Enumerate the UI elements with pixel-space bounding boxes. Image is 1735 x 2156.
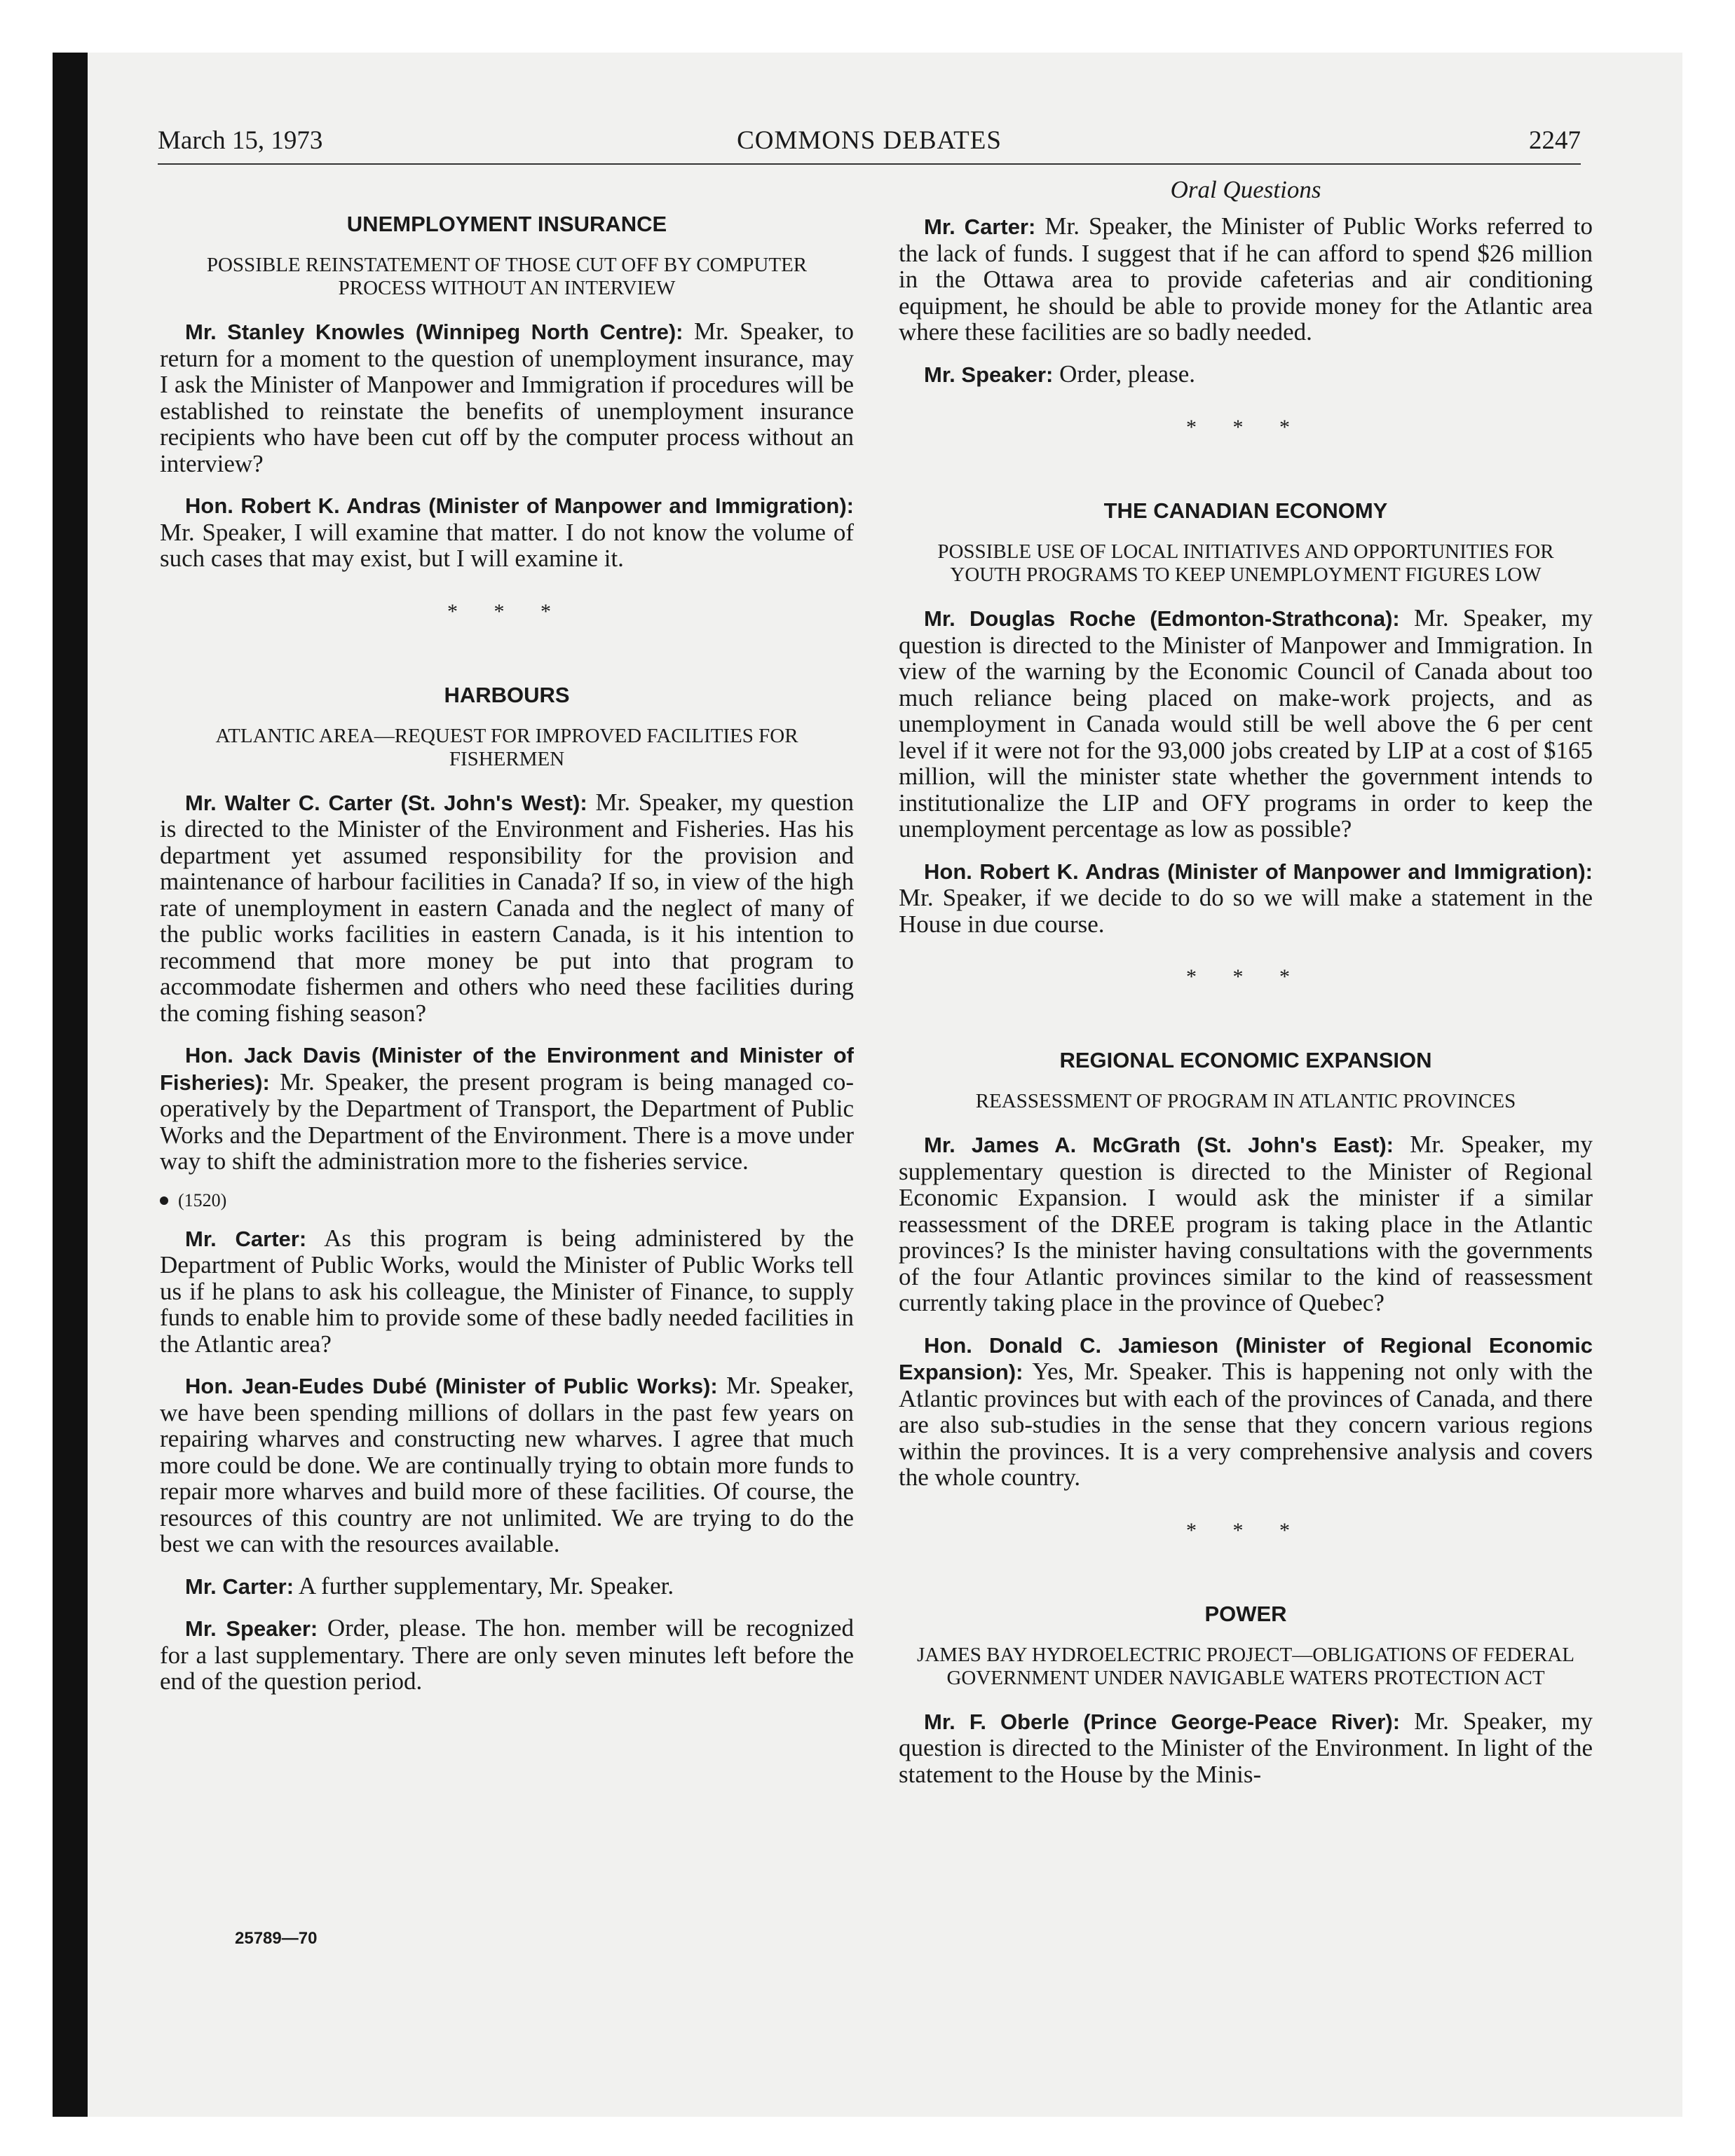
speaker-name: Mr. Stanley Knowles (Winnipeg North Centre): — [185, 320, 683, 344]
header-date: March 15, 1973 — [158, 126, 323, 155]
speech-text: As this program is being administered by the Department of Public Works, would the Minister of Public Works tell us if he plans to ask his colleague, the Minister of Finance, to supply funds to enable him to provide some of these badly needed facilities in the Atlantic area? — [160, 1224, 854, 1358]
speech-text: A further supplementary, Mr. Speaker. — [294, 1571, 674, 1599]
speaker-name: Mr. Speaker: — [185, 1616, 318, 1641]
speech-paragraph — [899, 1131, 1593, 1316]
speaker-name: Mr. Carter: — [185, 1226, 307, 1251]
speech-text: Mr. Speaker, I will examine that matter. I do not know the volume of such cases that may exist, but I will examine it. — [160, 518, 854, 572]
running-header — [158, 123, 1581, 165]
section-subheading: POSSIBLE REINSTATEMENT OF THOSE CUT OFF BY COMPUTER PROCESS WITHOUT AN INTERVIEW — [206, 254, 808, 299]
speech-paragraph — [160, 1573, 854, 1600]
section-heading: UNEMPLOYMENT INSURANCE — [346, 212, 667, 236]
speaker-name: Mr. F. Oberle (Prince George-Peace River): — [924, 1709, 1401, 1734]
column-heading: Oral Questions — [1170, 176, 1321, 203]
speaker-name: Mr. Walter C. Carter (St. John's West): — [185, 790, 587, 815]
section-subheading: POSSIBLE USE OF LOCAL INITIATIVES AND OPPORTUNITIES FOR YOUTH PROGRAMS TO KEEP UNEMPLOYMENT FIGURES LOW — [937, 540, 1554, 586]
header-page-number: 2247 — [1529, 126, 1581, 155]
speaker-name: Hon. Robert K. Andras (Minister of Manpower and Immigration): — [185, 493, 854, 518]
bullet-icon — [160, 1196, 168, 1205]
scan-edge-bar — [53, 53, 88, 2117]
section-separator: * * * — [447, 599, 566, 623]
speaker-name: Mr. Speaker: — [924, 362, 1054, 387]
speech-text: Mr. Speaker, my question is directed to the Minister of the Environment and Fisheries. Has his department yet assumed responsibility for the provision and maintenance of harbour facilities in Canada? If so, in view of the high rate of unemployment in eastern Canada and the neglect of many of the public works facilities in eastern Canada, is it his intention to recommend that more money be put into that program to accommodate fishermen and others who need these facilities during the coming fishing season? — [160, 788, 855, 1027]
section-subheading: JAMES BAY HYDROELECTRIC PROJECT—OBLIGATIONS OF FEDERAL GOVERNMENT UNDER NAVIGABLE WATERS PROTECTION ACT — [916, 1643, 1574, 1689]
speech-paragraph — [160, 492, 854, 572]
section-heading: POWER — [1204, 1601, 1287, 1626]
printer-code: 25789—70 — [235, 1929, 318, 1948]
speech-paragraph — [160, 789, 854, 1027]
speaker-name: Mr. Douglas Roche (Edmonton-Strathcona): — [924, 606, 1400, 631]
header-title: COMMONS DEBATES — [737, 126, 1002, 155]
speech-paragraph — [899, 858, 1593, 938]
speech-text: Mr. Speaker, my supplementary question is directed to the Minister of Regional Economic Expansion. I would ask the minister if a similar reassessment of the DREE program is taking place in the Atlantic provinces? Is the minister having consultations with the governments of the four Atlantic provinces similar to the kind of reassessment currently taking place in the province of Quebec? — [899, 1131, 1593, 1316]
time-marker — [160, 1190, 854, 1211]
speech-paragraph — [899, 213, 1593, 346]
speech-paragraph — [899, 1708, 1593, 1788]
speech-paragraph — [899, 605, 1593, 842]
speaker-name: Hon. Donald C. Jamieson (Minister of Regional Economic Expansion): — [899, 1332, 1593, 1384]
speaker-name: Mr. James A. McGrath (St. John's East): — [924, 1133, 1394, 1157]
speech-text: Mr. Speaker, my question is directed to the Minister of the Environment. In light of the statement to the House by the Minis- — [899, 1707, 1593, 1788]
speech-paragraph — [160, 318, 854, 477]
speaker-name: Hon. Jack Davis (Minister of the Environment and Minister of Fisheries): — [160, 1043, 854, 1095]
right-column — [899, 175, 1593, 1803]
speech-paragraph — [899, 361, 1593, 388]
left-column — [160, 175, 854, 1710]
speech-text: Yes, Mr. Speaker. This is happening not only with the Atlantic provinces but with each of the provinces of Canada, and there are also sub-studies in the sense that they concern various regions within the provinces. It is a very comprehensive analysis and covers the whole country. — [899, 1358, 1593, 1491]
speaker-name: Hon. Jean-Eudes Dubé (Minister of Public Works): — [185, 1374, 718, 1398]
speech-text: Mr. Speaker, the present program is being managed co-operatively by the Department of Transport, the Department of Public Works and the Department of the Environment. There is a move under way to shift the administration more to the fisheries service. — [160, 1067, 854, 1175]
speech-text: Order, please. The hon. member will be recognized for a last supplementary. There are only seven minutes left before the end of the question period. — [160, 1614, 854, 1695]
section-subheading: REASSESSMENT OF PROGRAM IN ATLANTIC PROVINCES — [975, 1090, 1516, 1112]
speech-text: Mr. Speaker, if we decide to do so we will make a statement in the House in due course. — [899, 884, 1593, 938]
speech-paragraph — [899, 1332, 1593, 1491]
speaker-name: Mr. Carter: — [924, 214, 1036, 239]
section-separator: * * * — [1186, 1518, 1305, 1542]
speaker-name: Mr. Carter: — [185, 1574, 294, 1599]
speech-text: Mr. Speaker, the Minister of Public Works referred to the lack of funds. I suggest that if he can afford to spend $26 million in the Ottawa area to provide cafeterias and air conditioning equipment, he should be able to provide money for the Atlantic area where these facilities are so badly needed. — [899, 212, 1593, 346]
section-separator: * * * — [1186, 416, 1305, 439]
speech-text: Mr. Speaker, we have been spending millions of dollars in the past few years on repairing wharves and constructing new wharves. I agree that much more could be done. We are continually trying to obtain more funds to repair more wharves and build more of these facilities. Of course, the resources of this country are not unlimited. We are trying to do the best we can with the resources available. — [160, 1372, 854, 1557]
section-heading: THE CANADIAN ECONOMY — [1103, 498, 1388, 523]
speech-paragraph — [160, 1615, 854, 1695]
section-separator: * * * — [1186, 965, 1305, 988]
time-stamp: (1520) — [178, 1189, 227, 1210]
section-subheading: ATLANTIC AREA—REQUEST FOR IMPROVED FACILITIES FOR FISHERMEN — [215, 724, 798, 770]
section-heading: REGIONAL ECONOMIC EXPANSION — [1059, 1048, 1432, 1072]
speech-text: Order, please. — [1053, 360, 1196, 388]
speech-text: Mr. Speaker, my question is directed to the Minister of Manpower and Immigration. In view of the warning by the Economic Council of Canada about too much reliance being placed on make-work projects, and as unemployment in Canada would still be well above the 6 per cent level if it were not for the 93,000 jobs created by LIP at a cost of $165 million, will the minister state whether the government intends to institutionalize the LIP and OFY programs in order to keep the unemployment percentage as low as possible? — [899, 604, 1593, 842]
section-heading: HARBOURS — [444, 682, 570, 707]
speaker-name: Hon. Robert K. Andras (Minister of Manpower and Immigration): — [924, 859, 1593, 884]
speech-paragraph — [160, 1372, 854, 1557]
speech-paragraph — [160, 1042, 854, 1175]
speech-paragraph — [160, 1225, 854, 1358]
speech-text: Mr. Speaker, to return for a moment to the question of unemployment insurance, may I ask the Minister of Manpower and Immigration if procedures will be established to reinstate the benefits of unemployment insurance recipients who have been cut off by the computer process without an interview? — [160, 318, 854, 477]
